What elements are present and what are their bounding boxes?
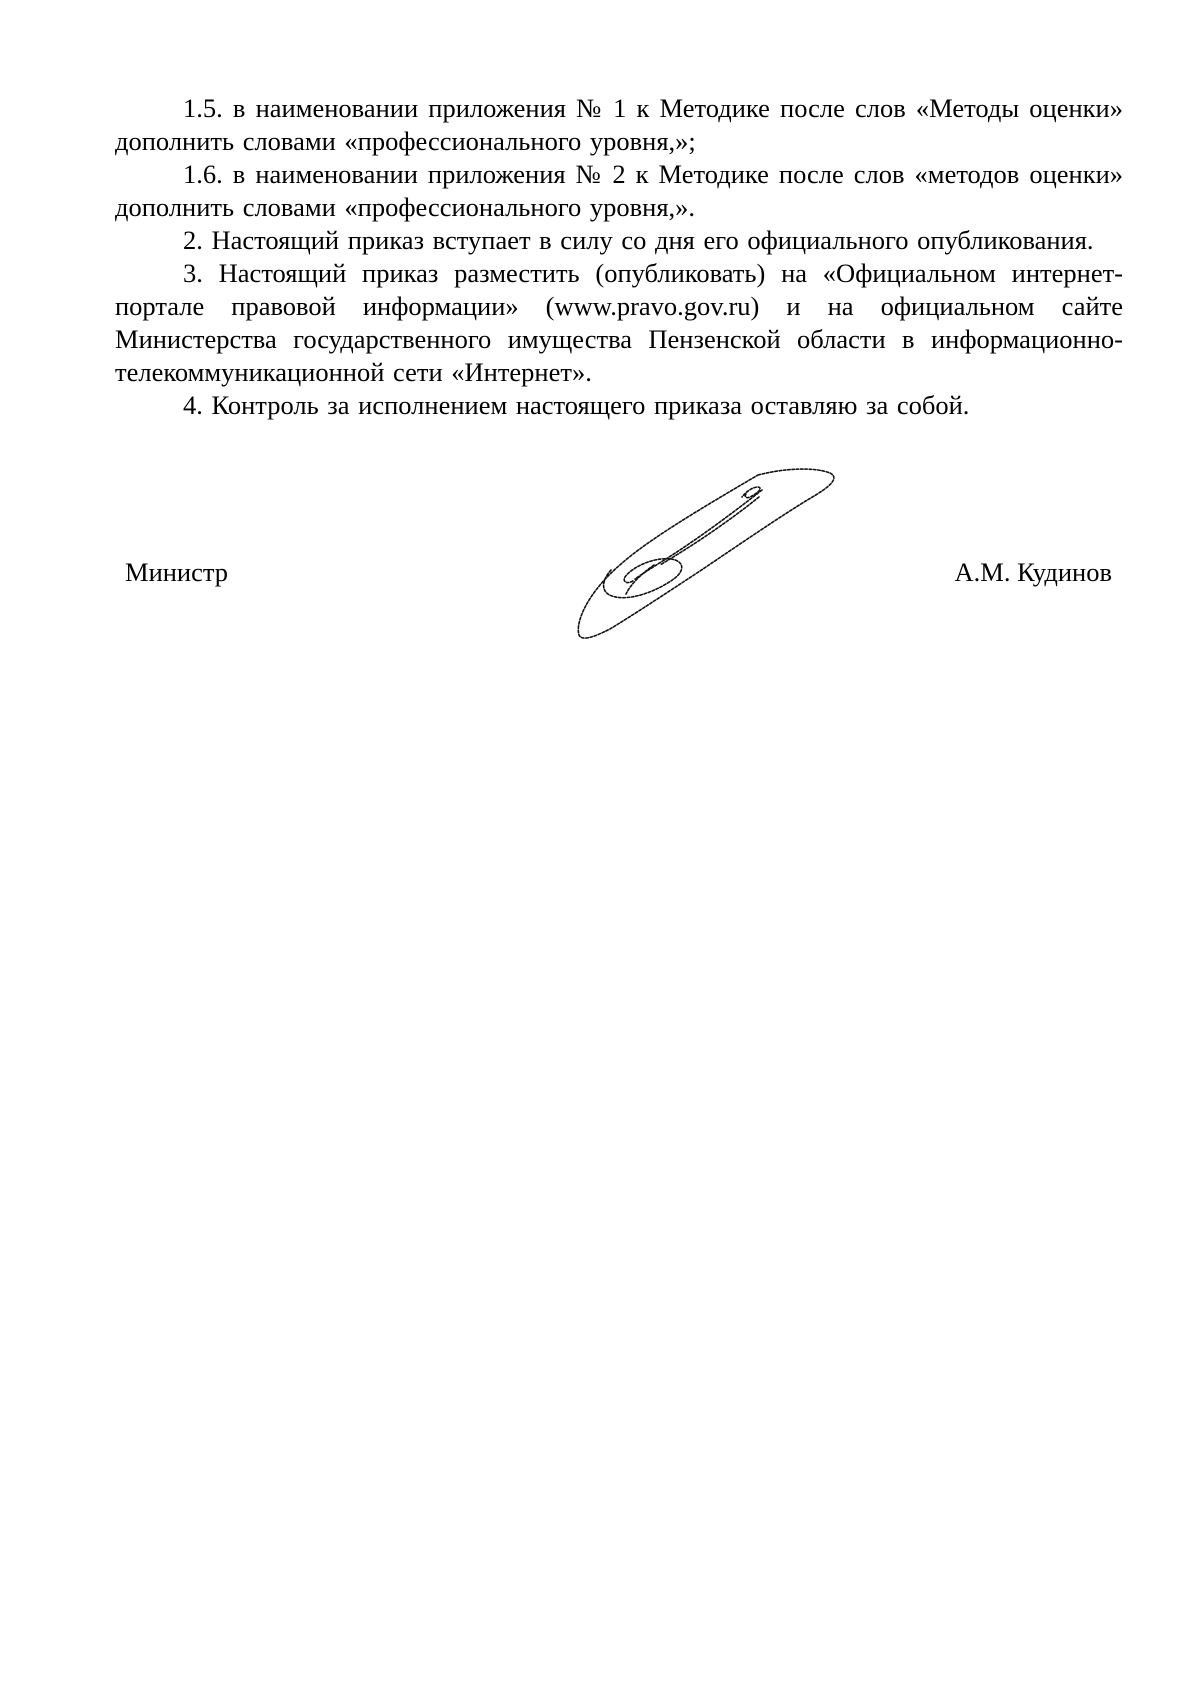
signatory-title: Министр (125, 557, 229, 587)
signatory-name: А.М. Кудинов (954, 557, 1112, 587)
paragraph-1-6: 1.6. в наименовании приложения № 2 к Методике после слов «методов оценки» дополнить словами «профессионального уровня,». (115, 159, 1123, 222)
paragraph-4: 4. Контроль за исполнением настоящего приказа оставляю за собой. (183, 390, 970, 420)
handwritten-signature-icon (570, 460, 850, 650)
paragraph-2: 2. Настоящий приказ вступает в силу со дня его официального опубликования. (183, 225, 1094, 255)
paragraph-1-5: 1.5. в наименовании приложения № 1 к Методике после слов «Методы оценки» дополнить словами «профессионального уровня,»; (115, 93, 1123, 156)
paragraph-3: 3. Настоящий приказ разместить (опубликовать) на «Официальном интернет-портале правовой информации» (www.pravo.gov.ru) и на официальном сайте Министерства государственного имущества Пензенской области в информационно-телекоммуникационной сети «Интернет». (115, 258, 1123, 387)
signature-block (0, 0, 1200, 700)
